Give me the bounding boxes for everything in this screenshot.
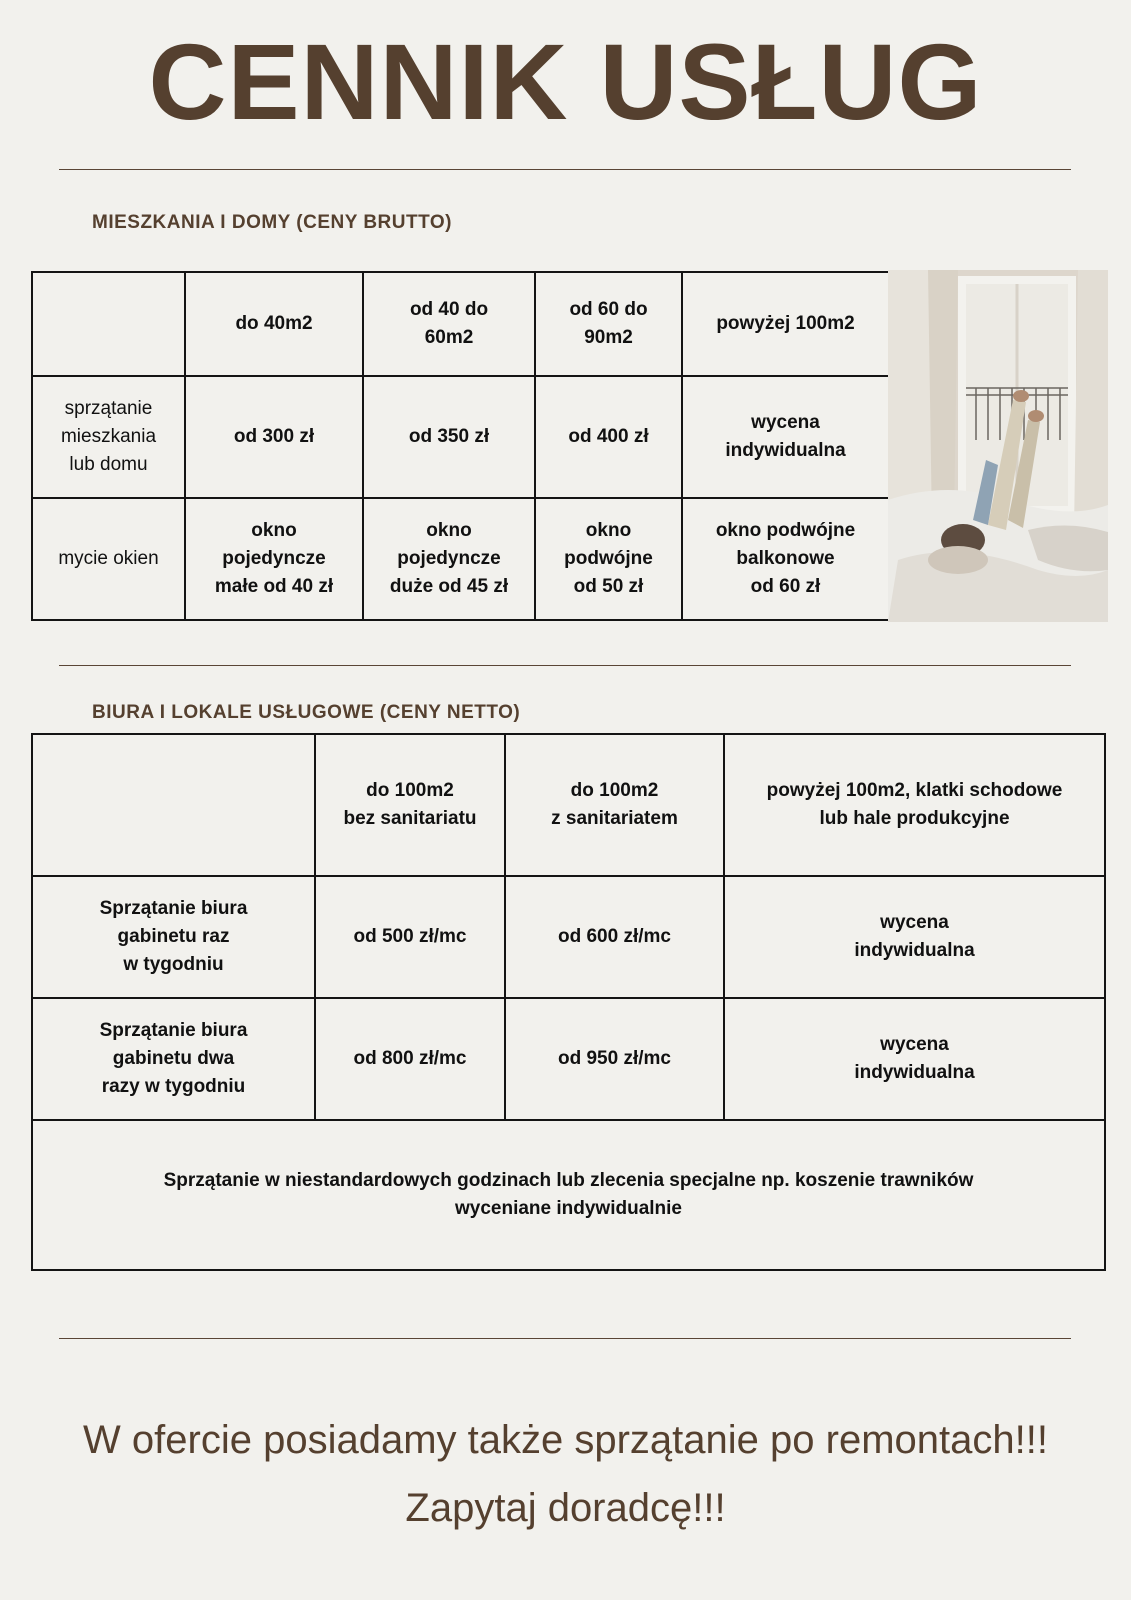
footer-offer-text: W ofercie posiadamy także sprzątanie po remontach!!!	[83, 1418, 1048, 1462]
price-cell: okno pojedyncze małe od 40 zł	[185, 498, 363, 620]
row-label: Sprzątanie biura gabinetu raz w tygodniu	[32, 876, 315, 998]
table-header-cell: powyżej 100m2	[682, 272, 889, 376]
price-cell: od 300 zł	[185, 376, 363, 498]
table-header-cell: od 40 do 60m2	[363, 272, 535, 376]
bedroom-photo	[888, 270, 1108, 622]
price-cell: od 500 zł/mc	[315, 876, 505, 998]
table-header-cell: powyżej 100m2, klatki schodowe lub hale produkcyjne	[724, 734, 1105, 876]
divider	[59, 1338, 1071, 1339]
price-cell: od 400 zł	[535, 376, 682, 498]
section-heading-offices: BIURA I LOKALE USŁUGOWE (CENY NETTO)	[92, 702, 521, 723]
price-cell: od 800 zł/mc	[315, 998, 505, 1120]
price-cell: okno podwójne od 50 zł	[535, 498, 682, 620]
row-label: mycie okien	[32, 498, 185, 620]
table-header-cell: do 100m2 z sanitariatem	[505, 734, 724, 876]
price-cell: wycena indywidualna	[682, 376, 889, 498]
divider	[59, 169, 1071, 170]
price-cell: okno pojedyncze duże od 45 zł	[363, 498, 535, 620]
price-cell: wycena indywidualna	[724, 998, 1105, 1120]
price-cell: od 950 zł/mc	[505, 998, 724, 1120]
price-cell: od 350 zł	[363, 376, 535, 498]
table-header-cell	[32, 272, 185, 376]
homes-price-table	[31, 271, 890, 621]
section-heading-homes: MIESZKANIA I DOMY (CENY BRUTTO)	[92, 212, 452, 233]
page-title: CENNIK USŁUG	[148, 21, 983, 142]
table-header-cell: do 40m2	[185, 272, 363, 376]
divider	[59, 665, 1071, 666]
table-header-cell	[32, 734, 315, 876]
footer-contact-text: Zapytaj doradcę!!!	[405, 1486, 726, 1530]
price-cell: okno podwójne balkonowe od 60 zł	[682, 498, 889, 620]
table-header-cell: od 60 do 90m2	[535, 272, 682, 376]
row-label: sprzątanie mieszkania lub domu	[32, 376, 185, 498]
offices-price-table	[31, 733, 1106, 1271]
table-header-cell: do 100m2 bez sanitariatu	[315, 734, 505, 876]
special-services-note: Sprzątanie w niestandardowych godzinach lub zlecenia specjalne np. koszenie trawników wyceniane indywidualnie	[32, 1120, 1105, 1270]
price-cell: wycena indywidualna	[724, 876, 1105, 998]
price-cell: od 600 zł/mc	[505, 876, 724, 998]
row-label: Sprzątanie biura gabinetu dwa razy w tygodniu	[32, 998, 315, 1120]
